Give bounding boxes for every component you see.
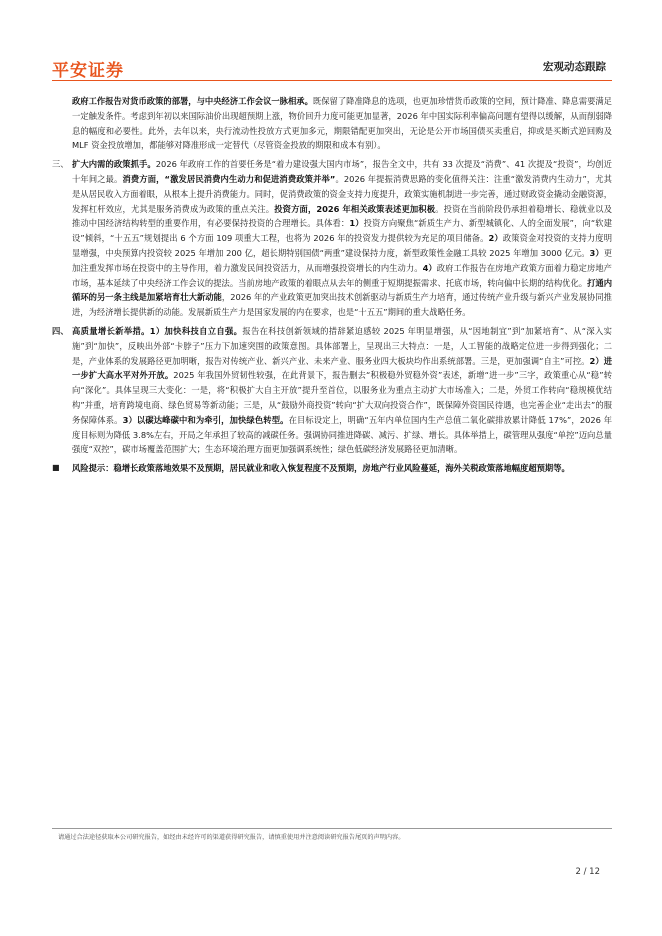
item-bold: 消费方面，“激发居民消费内生动力和促进消费政策并举” <box>122 173 336 184</box>
item-number: 四、 <box>52 325 69 336</box>
item-title: 高质量增长新举措。 <box>72 325 150 336</box>
item-text: ，2026 年的产业政策更加突出技术创新驱动与新质生产力培育，通过传统产业升级与新兴产业发展协同推进，为经济增长提供新的动能。发展新质生产力是国家发展的内在要求，也是“十五五”期间的重大战略任务。 <box>72 292 612 318</box>
item-text: 2026 年政府工作的首要任务是“着力建设强大国内市场”，报告全文中，共有 33 次提及“消费”、41 次提及“投资”，均创近十年间之最。 <box>72 159 612 184</box>
item-text: 报告在科技创新领域的措辞紧迫感较 2025 年明显增强，从“因地制宜”到“加紧培育”、从“深入实施”到“加快”，反映出外部“卡脖子”压力下加速突围的政策意图。具体部署上，呈现出三大特点：一是，人工智能的战略定位进一步得到强化；二是，产业体系的发展路径更加明晰，报告对传统产业、新兴产业、未来产业、服务业四大板块均作出系统部署。三是，更加强调“自主”可控。 <box>72 325 612 366</box>
item-bold: 2）进一步扩大高水平对外开放。 <box>72 355 612 381</box>
item-text: 。2026 年提振消费思路的变化值得关注：注重“激发消费内生动力”，尤其是从居民收入方面着眼，从根本上提升消费能力。同时，促消费政策的资金支持力度提升，政策实施机制进一步完善，通过财政资金撬动金融资源，发挥杠杆效应，尤其是服务消费成为政策的重点关注。 <box>72 173 612 214</box>
item-bold: 投资方面，2026 年相关政策表述更加积极 <box>274 203 436 214</box>
item-title: 扩大内需的政策抓手。 <box>72 159 156 170</box>
item-bold: 3） <box>589 247 604 258</box>
section-item-4 <box>52 324 612 457</box>
footer-disclaimer: 请通过合法途径获取本公司研究报告，如经由未经许可的渠道获得研究报告，请慎重使用并注意阅读研究报告尾页的声明内容。 <box>58 834 405 841</box>
item-text: 投资方向聚焦“新质生产力、新型城镇化、人的全面发展”，向“软建设”倾斜，“十五五”规划提出 6 个方面 109 项重大工程，也将为 2026 年的投资发力提供较为充足的项目储备。 <box>72 218 612 244</box>
item-bold: 1）加快科技自立自强。 <box>149 325 243 336</box>
page-number: 2 / 12 <box>575 867 600 877</box>
item-bold: 4） <box>422 262 437 273</box>
item-text: 。投资在当前阶段仍承担着稳增长、稳就业以及推动中国经济结构转型的重要作用，有必要保持投资的合理增长。具体看： <box>72 203 612 229</box>
item-text: 更加注重发挥市场在投资中的主导作用，着力激发民间投资活力，从而增强投资增长的内生动力。 <box>72 247 612 273</box>
item-bold: 1） <box>349 218 364 229</box>
square-bullet-icon: ■ <box>52 463 60 473</box>
item-text: 2025 年我国外贸韧性较强，在此背景下，报告删去“积极稳外贸稳外资”表述，新增“进一步”三字，政策重心从“稳”转向“深化”。具体呈现三大变化：一是，将“积极扩大自主开放”提升至首位，以服务业为重点主动扩大市场准入；二是，外贸工作转向“稳规模优结构”并重，培育跨境电商、绿色贸易等新动能；三是，从“鼓励外商投资”转向“扩大双向投资合作”，既保障外资国民待遇，也完善企业“走出去”的服务保障体系。 <box>72 370 612 425</box>
item-bold: 打通内循环的另一条主线是加紧培育壮大新动能 <box>72 277 612 303</box>
item-number: 三、 <box>52 159 69 170</box>
intro-bold: 政府工作报告对货币政策的部署，与中央经济工作会议一脉相承。 <box>72 96 313 106</box>
item-text: 在目标设定上，明确“五年内单位国内生产总值二氧化碳排放累计降低 17%”，2026 年度目标则为降低 3.8%左右，开局之年承担了较高的减碳任务。强调协同推进降碳、减污、扩绿、增长。具体举措上，碳管理从强度“单控”迈向总量强度“双控”，碳市场覆盖范围扩大；生态环境治理方面更加强调系统性；绿色低碳经济发展路径更加清晰。 <box>72 414 612 455</box>
section-item-3 <box>52 157 612 320</box>
item-bold: 3）以碳达峰碳中和为牵引，加快绿色转型。 <box>122 414 289 425</box>
report-body <box>52 94 612 480</box>
item-text: 政府工作报告在房地产政策方面着力稳定房地产市场，基本延续了中央经济工作会议的提法。当前房地产政策的着眼点从去年的侧重于短期提振需求、托底市场，转向偏中长期的结构优化。 <box>72 262 612 288</box>
item-bold: 2） <box>488 233 503 244</box>
company-logo: 平安证券 <box>52 61 124 81</box>
footer-divider <box>52 828 612 829</box>
item-text: 政策资金对投资的支持力度明显增强，中央预算内投资较 2025 年增加 200 亿，超长期特别国债“两重”建设保持力度，新型政策性金融工具较 2025 年增加 3000 亿元。 <box>72 233 613 258</box>
intro-text: 既保留了降准降息的选项，也更加珍惜货币政策的空间，预计降准、降息需要满足一定触发条件。考虑到年初以来国际油价出现超预期上涨，物价回升力度可能更加显著，2026 年中国实际利率偏高问题有望得以缓解，从而削弱降息的幅度和必要性。此外，去年以来，央行流动性投放方式更加多元，期限错配更加突出，无论是公开市场国债买卖重启，抑或是买断式逆回购及 MLF 资金投放增加，都能够对降准形成一定替代（尽管资金投放的期限和成本有别）。 <box>72 96 612 151</box>
risk-text: 风险提示：稳增长政策落地效果不及预期，居民就业和收入恢复程度不及预期，房地产行业风险蔓延，海外关税政策落地幅度超预期等。 <box>72 463 570 474</box>
intro-paragraph <box>52 94 612 153</box>
header-divider <box>52 80 612 81</box>
risk-warning <box>52 461 612 476</box>
report-type-label: 宏观动态跟踪 <box>543 61 606 73</box>
